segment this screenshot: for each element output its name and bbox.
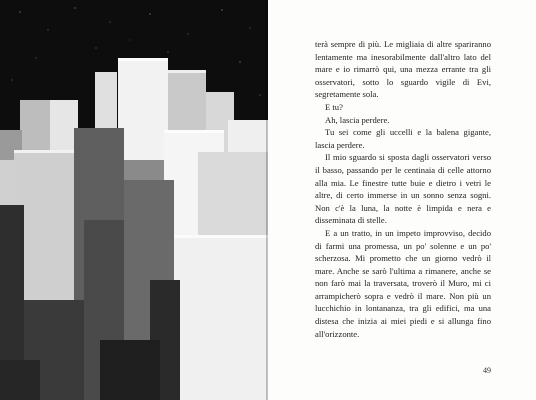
paragraph: E tu? bbox=[325, 101, 343, 112]
paragraph: Il mio sguardo si sposta dagli osservatori verso il basso, passando per le centinaia di celle attorno alla mia. Le finestre tutte buie e dietro i vetri le altre, di certo immerse in un sonno senza sogni. Non c'è la luna, la notte è limpida e nera e disseminata di stelle. bbox=[315, 152, 491, 226]
page-number: 49 bbox=[483, 366, 491, 375]
paragraph: terà sempre di più. Le migliaia di altre spariranno lentamente ma inesorabilmente dall'altro lato del mare e io rimarrò qui, una mezza errante tra gli osservatori, sotto lo sguardo vigile di Evi, segretamente sola. bbox=[315, 39, 491, 100]
paragraph: E a un tratto, in un impeto improvviso, decido di farmi una promessa, un po' solenne e un po' scherzosa. Mi prometto che un giorno vedrò il mare. Anche se sarò l'ultima a rimanere, anche se non farò mai la traversata, troverò il Muro, mi ci arrampicherò sopra e vedrò il mare. Non più un lucchichio in lontananza, tra gli edifici, ma una distesa che inizia ai miei piedi e si allunga fino all'orizzonte. bbox=[315, 227, 491, 339]
body-text bbox=[315, 38, 491, 340]
paragraph: Ah, lascia perdere. bbox=[325, 114, 390, 125]
text-page bbox=[268, 0, 536, 400]
paragraph: Tu sei come gli uccelli e la balena gigante, lascia perdere. bbox=[315, 127, 491, 150]
